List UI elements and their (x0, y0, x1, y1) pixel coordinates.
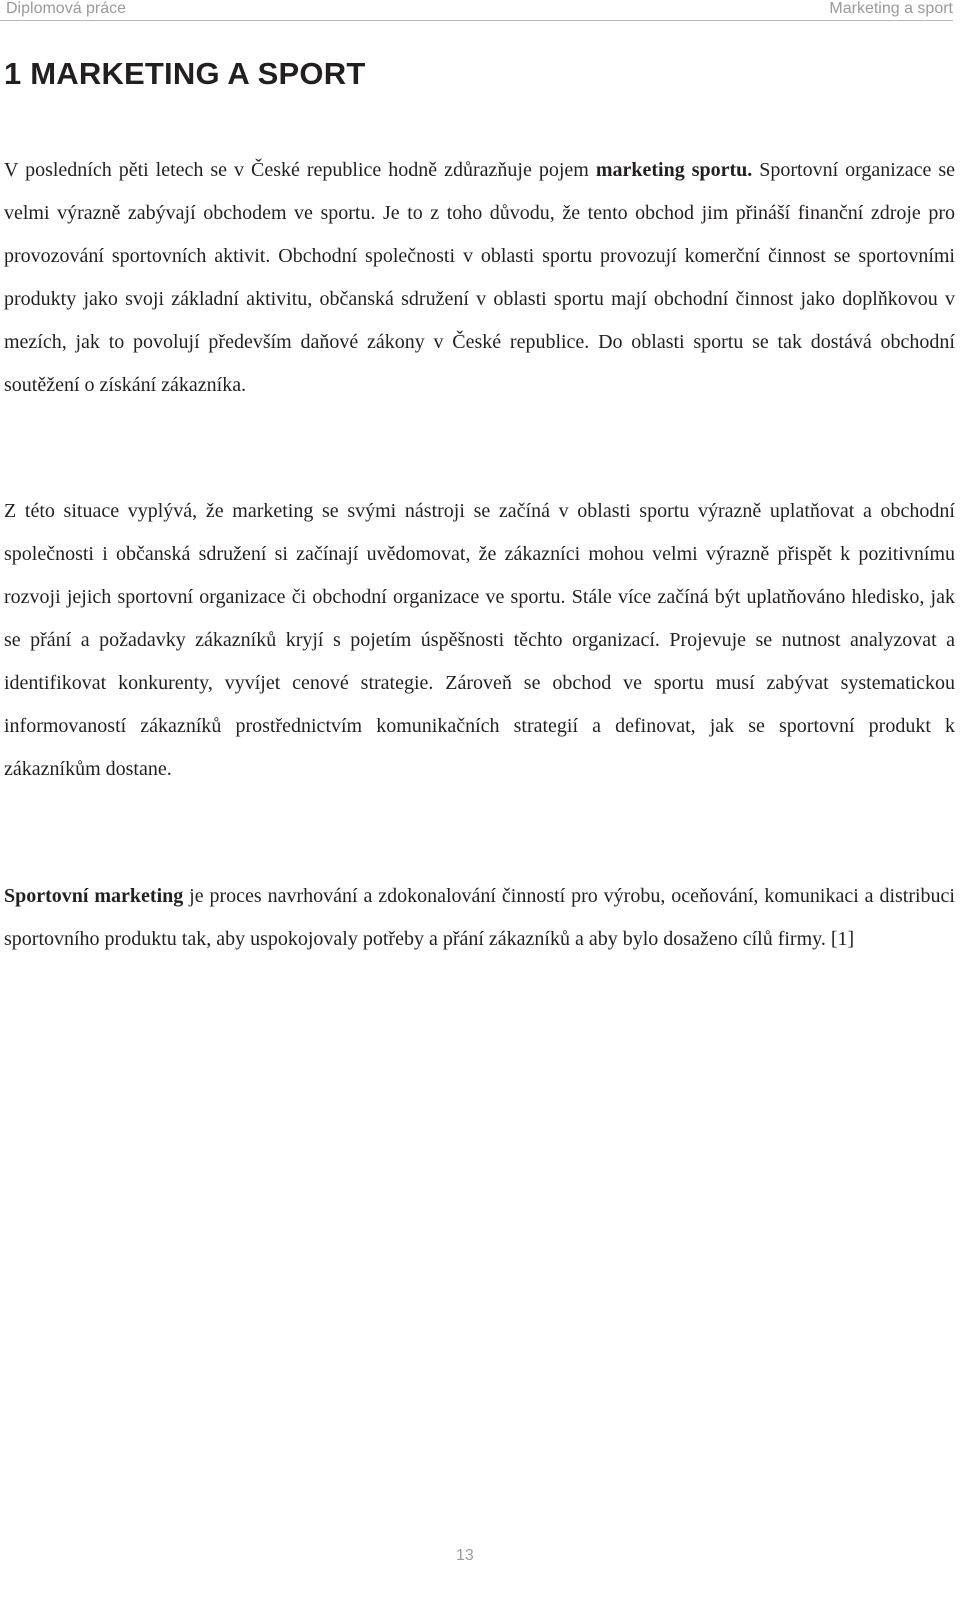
header-document-type: Diplomová práce (6, 0, 127, 17)
chapter-title: 1 MARKETING A SPORT (4, 56, 366, 91)
page-number: 13 (456, 1547, 474, 1564)
paragraph-intro-rest: Sportovní organizace se velmi výrazně zabývají obchodem ve sportu. Je to z toho důvodu, že tento obchod jim přináší finanční zdroje pro provozování sportovních aktivit. Obchodní společnosti v oblasti sportu provozují komerční činnost se sportovními produkty jako svoji základní aktivitu, občanská sdružení v oblasti sportu mají obchodní činnost jako doplňkovou v mezích, jak to povolují především daňové zákony v České republice. Do oblasti sportu se tak dostává obchodní soutěžení o získání zákazníka. (4, 159, 956, 396)
term-marketing-sportu: marketing sportu. (595, 159, 753, 181)
term-sportovni-marketing: Sportovní marketing (4, 885, 184, 907)
paragraph-intro-lead: V posledních pěti letech se v České republice hodně zdůrazňuje pojem (4, 159, 596, 181)
paragraph-definition-rest: je proces navrhování a zdokonalování činností pro výrobu, oceňování, komunikaci a distribuci sportovního produktu tak, aby uspokojovaly potřeby a přání zákazníků a aby bylo dosaženo cílů firmy. [1] (4, 885, 955, 950)
paragraph-definition (4, 875, 955, 961)
paragraph-intro (4, 149, 955, 407)
header-chapter-name: Marketing a sport (829, 0, 953, 17)
paragraph-situation: Z této situace vyplývá, že marketing se svými nástroji se začíná v oblasti sportu výrazně uplatňovat a obchodní společnosti i občanská sdružení si začínají uvědomovat, že zákazníci mohou velmi výrazně přispět k pozitivnímu rozvoji jejich sportovní organizace či obchodní organizace ve sportu. Stále více začíná být uplatňováno hledisko, jak se přání a požadavky zákazníků kryjí s pojetím úspěšnosti těchto organizací. Projevuje se nutnost analyzovat a identifikovat konkurenty, vyvíjet cenové strategie. Zároveň se obchod ve sportu musí zabývat systematickou informovaností zákazníků prostřednictvím komunikačních strategií a definovat, jak se sportovní produkt k zákazníkům dostane. (4, 500, 955, 780)
running-header (0, 0, 953, 21)
